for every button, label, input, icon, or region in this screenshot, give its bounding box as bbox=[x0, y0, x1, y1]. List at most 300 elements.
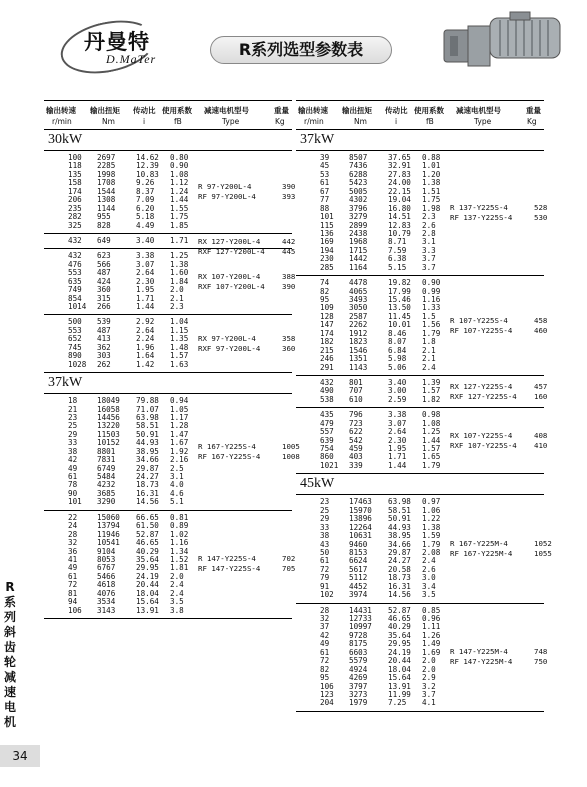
unit-torque: Nm bbox=[354, 117, 367, 126]
service-factor: 1.22 bbox=[422, 514, 441, 524]
output-speed: 890 bbox=[68, 351, 82, 361]
power-section bbox=[296, 130, 548, 474]
service-factor: 1.56 bbox=[422, 320, 441, 330]
table-row bbox=[44, 481, 292, 489]
service-factor: 4.0 bbox=[170, 480, 184, 490]
table-row bbox=[296, 507, 544, 515]
output-torque: 1351 bbox=[349, 354, 368, 364]
header-torque: 输出扭矩 bbox=[90, 106, 120, 115]
weight: 388 bbox=[282, 271, 296, 281]
service-factor: 1.44 bbox=[170, 195, 189, 205]
output-speed: 49 bbox=[320, 639, 330, 649]
table-row bbox=[296, 615, 544, 623]
ratio: 7.59 bbox=[388, 245, 407, 255]
output-torque: 266 bbox=[97, 302, 111, 311]
service-factor: 2.4 bbox=[422, 362, 436, 372]
service-factor: 1.17 bbox=[170, 412, 189, 422]
ratio: 15.64 bbox=[136, 597, 159, 607]
output-speed: 557 bbox=[320, 427, 334, 437]
output-speed: 28 bbox=[68, 529, 78, 539]
output-speed: 136 bbox=[320, 228, 334, 238]
output-torque: 3493 bbox=[349, 295, 368, 304]
service-factor: 3.5 bbox=[170, 597, 184, 607]
ratio: 11.45 bbox=[388, 311, 411, 321]
table-row bbox=[44, 590, 292, 598]
output-torque: 955 bbox=[97, 212, 111, 222]
output-torque: 362 bbox=[97, 342, 111, 352]
output-torque: 5423 bbox=[349, 178, 368, 188]
service-factor: 2.4 bbox=[422, 556, 436, 566]
ratio: 2.24 bbox=[136, 334, 155, 344]
output-speed: 538 bbox=[320, 394, 334, 404]
output-torque: 6603 bbox=[349, 647, 368, 657]
ratio: 4.49 bbox=[136, 220, 155, 230]
service-factor: 3.0 bbox=[422, 573, 436, 583]
output-speed: 38 bbox=[320, 531, 330, 541]
ratio: 1.95 bbox=[388, 444, 407, 453]
motor-type: RX 107-Y200L-4 bbox=[198, 271, 261, 281]
motor-types bbox=[450, 203, 548, 223]
model-group bbox=[44, 246, 296, 315]
ratio: 8.07 bbox=[388, 337, 407, 347]
output-speed: 42 bbox=[68, 455, 78, 465]
output-torque: 1979 bbox=[349, 698, 368, 708]
weight: 390 bbox=[282, 281, 296, 291]
unit-service-factor: fB bbox=[426, 117, 434, 126]
ratio: 3.07 bbox=[136, 259, 155, 269]
model-group bbox=[44, 511, 296, 618]
output-speed: 53 bbox=[320, 169, 330, 179]
service-factor: 0.89 bbox=[170, 521, 189, 531]
output-speed: 49 bbox=[68, 463, 78, 473]
output-speed: 174 bbox=[320, 328, 334, 338]
service-factor: 1.39 bbox=[422, 377, 441, 387]
output-torque: 8053 bbox=[97, 554, 116, 564]
type-line bbox=[450, 539, 552, 549]
service-factor: 1.35 bbox=[170, 334, 189, 344]
output-torque: 622 bbox=[349, 427, 363, 437]
weight: 360 bbox=[282, 343, 296, 353]
type-line bbox=[198, 554, 296, 564]
motor-type: R 147-Y225S-4 bbox=[198, 554, 256, 564]
table-row bbox=[44, 406, 292, 414]
weight: 702 bbox=[282, 554, 296, 564]
motor-types bbox=[450, 381, 548, 402]
output-torque: 8175 bbox=[349, 639, 368, 649]
output-torque: 3290 bbox=[97, 497, 116, 507]
output-speed: 74 bbox=[320, 278, 330, 288]
output-torque: 459 bbox=[349, 444, 363, 453]
ratio: 2.64 bbox=[388, 427, 407, 437]
output-torque: 8507 bbox=[349, 153, 368, 162]
right-data bbox=[296, 130, 552, 712]
output-speed: 1021 bbox=[320, 460, 339, 470]
output-speed: 106 bbox=[320, 681, 334, 691]
output-torque: 707 bbox=[349, 386, 363, 396]
type-line bbox=[450, 430, 548, 441]
service-factor: 1.48 bbox=[170, 342, 189, 352]
service-factor: 0.80 bbox=[170, 153, 189, 162]
output-torque: 1143 bbox=[349, 362, 368, 372]
output-torque: 2262 bbox=[349, 320, 368, 330]
service-factor: 1.28 bbox=[170, 421, 189, 431]
ratio: 1.71 bbox=[136, 293, 155, 303]
type-line bbox=[198, 271, 296, 282]
output-torque: 3974 bbox=[349, 590, 368, 600]
service-factor: 3.1 bbox=[170, 472, 184, 481]
output-speed: 174 bbox=[68, 186, 82, 196]
output-torque: 8801 bbox=[97, 446, 116, 456]
ratio: 46.65 bbox=[136, 538, 159, 548]
model-group bbox=[296, 151, 548, 276]
output-torque: 13220 bbox=[97, 421, 120, 431]
motor-type: R 107-Y225S-4 bbox=[450, 315, 508, 325]
table-row bbox=[44, 222, 292, 230]
ratio: 16.31 bbox=[388, 581, 411, 591]
service-factor: 3.7 bbox=[422, 689, 436, 699]
service-factor: 1.06 bbox=[422, 505, 441, 515]
ratio: 7.25 bbox=[388, 698, 407, 708]
ratio: 20.44 bbox=[388, 656, 411, 666]
motor-type: R 147-Y225M-4 bbox=[450, 647, 508, 657]
table-row bbox=[44, 498, 292, 506]
output-torque: 13896 bbox=[349, 514, 372, 524]
model-group bbox=[296, 376, 548, 408]
output-torque: 9104 bbox=[97, 546, 116, 556]
ratio: 2.92 bbox=[136, 317, 155, 327]
motor-type: RF 107-Y225S-4 bbox=[450, 325, 513, 335]
ratio: 1.64 bbox=[136, 351, 155, 361]
output-torque: 1144 bbox=[97, 203, 116, 213]
ratio: 13.50 bbox=[388, 303, 411, 313]
service-factor: 3.2 bbox=[422, 681, 436, 691]
ratio: 79.88 bbox=[136, 396, 159, 406]
ratio: 14.56 bbox=[136, 497, 159, 507]
service-factor: 1.33 bbox=[422, 303, 441, 313]
motor-type: RXF 127-Y225S-4 bbox=[450, 391, 517, 401]
output-speed: 432 bbox=[68, 235, 82, 245]
ratio: 58.51 bbox=[136, 421, 159, 431]
output-speed: 100 bbox=[68, 153, 82, 162]
output-torque: 487 bbox=[97, 268, 111, 278]
table-row bbox=[296, 154, 544, 162]
service-factor: 0.97 bbox=[422, 497, 441, 507]
service-factor: 2.5 bbox=[170, 463, 184, 473]
ratio: 14.51 bbox=[388, 212, 411, 222]
ratio: 2.30 bbox=[136, 276, 155, 286]
motor-type: RF 167-Y225S-4 bbox=[198, 451, 261, 461]
ratio: 58.51 bbox=[388, 505, 411, 515]
output-torque: 15060 bbox=[97, 512, 120, 522]
service-factor: 1.02 bbox=[170, 529, 189, 539]
output-speed: 745 bbox=[68, 342, 82, 352]
output-torque: 649 bbox=[97, 235, 111, 245]
output-speed: 95 bbox=[320, 295, 330, 304]
service-factor: 1.55 bbox=[170, 203, 189, 213]
service-factor: 2.1 bbox=[170, 293, 184, 303]
output-speed: 29 bbox=[320, 514, 330, 524]
output-speed: 82 bbox=[320, 286, 330, 296]
ratio: 15.64 bbox=[388, 673, 411, 683]
service-factor: 1.16 bbox=[422, 295, 441, 304]
service-factor: 1.08 bbox=[422, 418, 441, 428]
ratio: 34.66 bbox=[388, 539, 411, 549]
motor-type: RF 137-Y225S-4 bbox=[450, 213, 513, 223]
motor-types bbox=[450, 539, 552, 559]
unit-type: Type bbox=[222, 117, 240, 126]
service-factor: 1.16 bbox=[170, 538, 189, 548]
table-row bbox=[44, 581, 292, 589]
side-category-label: R系列斜齿轮减速电机 bbox=[3, 580, 16, 729]
weight: 750 bbox=[534, 657, 548, 667]
output-torque: 18049 bbox=[97, 396, 120, 406]
service-factor: 1.01 bbox=[422, 161, 441, 171]
table-row bbox=[44, 422, 292, 430]
type-line bbox=[450, 315, 548, 326]
ratio: 46.65 bbox=[388, 614, 411, 623]
ratio: 2.30 bbox=[388, 435, 407, 445]
output-torque: 9460 bbox=[349, 539, 368, 549]
service-factor: 1.04 bbox=[170, 317, 189, 327]
output-speed: 194 bbox=[320, 245, 334, 255]
output-speed: 32 bbox=[68, 538, 78, 548]
output-torque: 3050 bbox=[349, 303, 368, 313]
model-group bbox=[44, 394, 300, 511]
power-rating: 37kW bbox=[44, 373, 292, 394]
service-factor: 1.08 bbox=[170, 169, 189, 179]
motor-type: R 167-Y225S-4 bbox=[198, 441, 256, 451]
output-torque: 1715 bbox=[349, 245, 368, 255]
output-torque: 623 bbox=[97, 251, 111, 261]
service-factor: 1.98 bbox=[422, 203, 441, 213]
table-row bbox=[296, 188, 544, 196]
table-row bbox=[44, 473, 292, 481]
type-line bbox=[450, 213, 548, 223]
unit-service-factor: fB bbox=[174, 117, 182, 126]
output-speed: 123 bbox=[320, 689, 334, 699]
weight: 390 bbox=[282, 182, 296, 192]
service-factor: 1.79 bbox=[422, 328, 441, 338]
motor-types bbox=[198, 441, 300, 462]
type-line bbox=[450, 391, 548, 402]
output-torque: 339 bbox=[349, 460, 363, 470]
weight: 460 bbox=[534, 325, 548, 335]
output-torque: 7831 bbox=[97, 455, 116, 465]
output-torque: 403 bbox=[349, 452, 363, 462]
gear-motor-image bbox=[440, 10, 570, 72]
ratio: 18.73 bbox=[136, 480, 159, 490]
output-torque: 1912 bbox=[349, 328, 368, 338]
service-factor: 1.05 bbox=[170, 404, 189, 414]
weight: 442 bbox=[282, 236, 296, 246]
model-group bbox=[296, 408, 548, 473]
output-torque: 2697 bbox=[97, 153, 116, 162]
table-row bbox=[296, 566, 544, 574]
ratio: 7.09 bbox=[136, 195, 155, 205]
table-row bbox=[44, 607, 292, 615]
ratio: 5.98 bbox=[388, 354, 407, 364]
unit-torque: Nm bbox=[102, 117, 115, 126]
weight: 705 bbox=[282, 564, 296, 574]
table-row bbox=[296, 699, 544, 707]
output-speed: 37 bbox=[320, 622, 330, 632]
output-torque: 15970 bbox=[349, 505, 372, 515]
service-factor: 0.99 bbox=[422, 286, 441, 296]
output-speed: 28 bbox=[320, 605, 330, 615]
service-factor: 1.11 bbox=[422, 622, 441, 632]
service-factor: 3.4 bbox=[422, 581, 436, 591]
ratio: 14.56 bbox=[388, 590, 411, 600]
weight: 1008 bbox=[282, 451, 300, 461]
type-line bbox=[198, 192, 296, 202]
header-type: 减速电机型号 bbox=[204, 106, 249, 115]
ratio: 24.00 bbox=[388, 178, 411, 188]
ratio: 27.83 bbox=[388, 169, 411, 179]
output-torque: 12733 bbox=[349, 614, 372, 623]
output-speed: 204 bbox=[320, 698, 334, 708]
output-torque: 1708 bbox=[97, 178, 116, 188]
type-line bbox=[450, 381, 548, 392]
service-factor: 1.20 bbox=[422, 169, 441, 179]
output-speed: 33 bbox=[68, 438, 78, 448]
ratio: 6.84 bbox=[388, 345, 407, 355]
output-torque: 14431 bbox=[349, 605, 372, 615]
output-speed: 500 bbox=[68, 317, 82, 327]
right-table bbox=[296, 100, 552, 712]
output-speed: 38 bbox=[68, 446, 78, 456]
motor-types bbox=[450, 315, 548, 336]
service-factor: 1.34 bbox=[170, 546, 189, 556]
output-torque: 1968 bbox=[349, 237, 368, 247]
output-speed: 101 bbox=[68, 497, 82, 507]
service-factor: 1.57 bbox=[422, 386, 441, 396]
power-section bbox=[296, 474, 552, 712]
service-factor: 1.60 bbox=[170, 268, 189, 278]
type-line bbox=[450, 440, 548, 451]
ratio: 5.06 bbox=[388, 362, 407, 372]
ratio: 63.98 bbox=[136, 412, 159, 422]
table-row bbox=[296, 288, 544, 296]
motor-type: RXF 97-Y200L-4 bbox=[198, 343, 261, 353]
ratio: 50.91 bbox=[136, 429, 159, 439]
table-row bbox=[296, 632, 544, 640]
table-row bbox=[44, 514, 292, 522]
type-line bbox=[198, 564, 296, 574]
output-speed: 215 bbox=[320, 345, 334, 355]
header-torque: 输出扭矩 bbox=[342, 106, 372, 115]
type-line bbox=[198, 333, 296, 344]
motor-type: RF 147-Y225M-4 bbox=[450, 657, 513, 667]
output-speed: 50 bbox=[320, 547, 330, 557]
output-torque: 413 bbox=[97, 334, 111, 344]
ratio: 44.93 bbox=[136, 438, 159, 448]
ratio: 11.99 bbox=[388, 689, 411, 699]
ratio: 52.87 bbox=[136, 529, 159, 539]
output-speed: 61 bbox=[320, 556, 330, 566]
ratio: 1.44 bbox=[388, 460, 407, 470]
output-speed: 235 bbox=[68, 203, 82, 213]
output-speed: 854 bbox=[68, 293, 82, 303]
service-factor: 0.85 bbox=[422, 605, 441, 615]
table-row bbox=[296, 623, 544, 631]
service-factor: 3.3 bbox=[422, 245, 436, 255]
ratio: 2.64 bbox=[136, 268, 155, 278]
type-line bbox=[198, 182, 296, 192]
motor-types bbox=[198, 182, 296, 202]
table-row bbox=[296, 498, 544, 506]
output-speed: 61 bbox=[320, 178, 330, 188]
service-factor: 2.6 bbox=[422, 564, 436, 574]
output-torque: 828 bbox=[97, 220, 111, 230]
output-speed: 118 bbox=[68, 161, 82, 171]
ratio: 10.79 bbox=[388, 228, 411, 238]
service-factor: 1.82 bbox=[422, 394, 441, 404]
service-factor: 1.25 bbox=[170, 251, 189, 261]
ratio: 66.65 bbox=[136, 512, 159, 522]
ratio: 18.73 bbox=[388, 573, 411, 583]
ratio: 5.15 bbox=[388, 262, 407, 272]
output-speed: 67 bbox=[320, 186, 330, 196]
output-torque: 723 bbox=[349, 418, 363, 428]
output-speed: 91 bbox=[320, 581, 330, 591]
ratio: 29.87 bbox=[136, 463, 159, 473]
type-line bbox=[198, 343, 296, 354]
output-torque: 12264 bbox=[349, 522, 372, 532]
service-factor: 1.26 bbox=[422, 630, 441, 640]
output-speed: 135 bbox=[68, 169, 82, 179]
service-factor: 1.49 bbox=[422, 639, 441, 649]
service-factor: 1.75 bbox=[422, 195, 441, 205]
ratio: 12.83 bbox=[388, 220, 411, 230]
table-row bbox=[296, 171, 544, 179]
ratio: 3.00 bbox=[388, 386, 407, 396]
ratio: 3.40 bbox=[136, 235, 155, 245]
service-factor: 1.71 bbox=[170, 235, 189, 245]
output-torque: 424 bbox=[97, 276, 111, 286]
ratio: 13.91 bbox=[388, 681, 411, 691]
output-speed: 635 bbox=[68, 276, 82, 286]
output-torque: 1442 bbox=[349, 254, 368, 264]
output-speed: 158 bbox=[68, 178, 82, 188]
output-speed: 325 bbox=[68, 220, 82, 230]
output-torque: 5617 bbox=[349, 564, 368, 574]
output-speed: 639 bbox=[320, 435, 334, 445]
output-speed: 78 bbox=[68, 480, 78, 490]
ratio: 13.91 bbox=[136, 605, 159, 615]
output-speed: 77 bbox=[320, 195, 330, 205]
motor-type: R 97-Y200L-4 bbox=[198, 182, 252, 192]
power-rating: 45kW bbox=[296, 474, 544, 495]
output-speed: 652 bbox=[68, 334, 82, 344]
output-torque: 5466 bbox=[97, 571, 116, 581]
table-row bbox=[296, 591, 544, 599]
service-factor: 1.67 bbox=[170, 438, 189, 448]
table-row bbox=[296, 162, 544, 170]
table-row bbox=[44, 361, 292, 369]
service-factor: 3.7 bbox=[422, 262, 436, 272]
ratio: 61.50 bbox=[136, 521, 159, 531]
ratio: 2.59 bbox=[388, 394, 407, 404]
unit-type: Type bbox=[474, 117, 492, 126]
output-speed: 72 bbox=[68, 580, 78, 590]
output-speed: 106 bbox=[68, 605, 82, 615]
service-factor: 3.5 bbox=[422, 590, 436, 600]
output-speed: 128 bbox=[320, 311, 334, 321]
type-line bbox=[450, 203, 548, 213]
ratio: 3.40 bbox=[388, 377, 407, 387]
service-factor: 1.52 bbox=[170, 554, 189, 564]
type-line bbox=[198, 451, 300, 462]
